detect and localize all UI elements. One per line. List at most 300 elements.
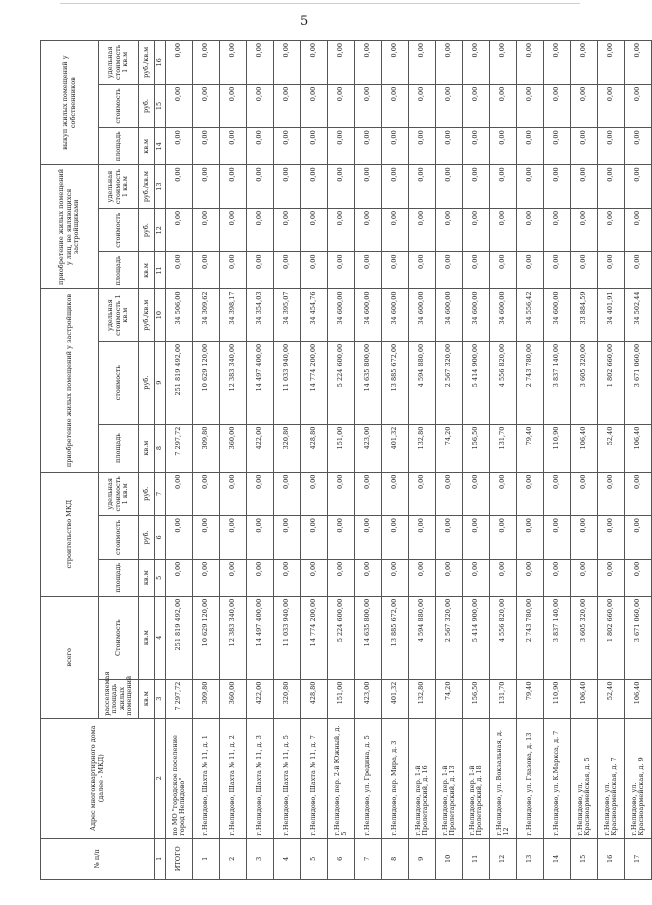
address-cell: г.Нелидово, пер. 1-й Пролетарский, д. 18 [463, 718, 490, 838]
address-cell: г.Нелидово, ул. К.Маркса, д. 7 [544, 718, 571, 838]
owners-area-cell: 0,00 [166, 128, 193, 165]
developer-cost-cell: 3 671 060,00 [625, 341, 652, 424]
developer-area-cell: 132,80 [409, 424, 436, 472]
developer-area-cell: 131,70 [490, 424, 517, 472]
total-cost-cell: 1 802 660,00 [598, 596, 625, 679]
total-cost-cell: 3 837 140,00 [544, 596, 571, 679]
construction-unit-cell: 0,00 [382, 472, 409, 516]
column-number-cell: 2 [155, 718, 166, 838]
nondeveloper-area-cell: 0,00 [625, 252, 652, 289]
nondeveloper-cost-cell: 0,00 [436, 208, 463, 252]
developer-unit-cell: 34 600,00 [544, 289, 571, 341]
owners-unit-cell: 0,00 [490, 41, 517, 85]
nondeveloper-cost-cell: 0,00 [301, 208, 328, 252]
table-row [598, 41, 625, 880]
total-cost-cell: 13 885 672,00 [382, 596, 409, 679]
construction-area-cell: 0,00 [328, 559, 355, 596]
nondeveloper-cost-cell: 0,00 [193, 208, 220, 252]
total-cost-cell: 14 635 800,00 [355, 596, 382, 679]
construction-unit-cell: 0,00 [274, 472, 301, 516]
address-cell: г.Нелидово, ул. Красноармейская, д. 5 [571, 718, 598, 838]
header-owners-group: выкуп жилых помещений у собственников [41, 41, 99, 165]
developer-area-cell: 74,20 [436, 424, 463, 472]
construction-area-cell: 0,00 [544, 559, 571, 596]
construction-cost-cell: 0,00 [166, 516, 193, 560]
owners-unit-cell: 0,00 [166, 41, 193, 85]
row-number: 8 [382, 838, 409, 879]
nondeveloper-unit-cell: 0,00 [247, 165, 274, 209]
construction-unit-cell: 0,00 [463, 472, 490, 516]
column-number-cell: 11 [155, 252, 166, 289]
address-cell: г.Нелидово, пер. 1-й Пролетарский, д. 16 [409, 718, 436, 838]
address-cell: г.Нелидово, Шахта № 11, д. 5 [274, 718, 301, 838]
row-number: 17 [625, 838, 652, 879]
nondeveloper-area-cell: 0,00 [382, 252, 409, 289]
construction-area-cell: 0,00 [193, 559, 220, 596]
construction-unit-cell: 0,00 [409, 472, 436, 516]
column-number-cell: 16 [155, 41, 166, 85]
unit-rub: руб. [139, 84, 155, 128]
header-area-col: расселяемая площадь жилых помещений [99, 679, 139, 718]
total-cost-cell: 2 743 780,00 [517, 596, 544, 679]
area-cell: 79,40 [517, 679, 544, 718]
area-cell: 423,00 [355, 679, 382, 718]
table-row [328, 41, 355, 880]
owners-area-cell: 0,00 [220, 128, 247, 165]
nondeveloper-unit-cell: 0,00 [193, 165, 220, 209]
owners-area-cell: 0,00 [274, 128, 301, 165]
developer-cost-cell: 10 629 120,00 [193, 341, 220, 424]
construction-area-cell: 0,00 [274, 559, 301, 596]
developer-cost-cell: 11 033 940,00 [274, 341, 301, 424]
nondeveloper-area-cell: 0,00 [436, 252, 463, 289]
header-total-cost: Стоимость [99, 596, 139, 679]
table-row [544, 41, 571, 880]
developer-unit-cell: 34 502,44 [625, 289, 652, 341]
nondeveloper-area-cell: 0,00 [328, 252, 355, 289]
developer-cost-cell: 3 837 140,00 [544, 341, 571, 424]
unit-sqm: кв.м [139, 128, 155, 165]
area-cell: 110,90 [544, 679, 571, 718]
owners-cost-cell: 0,00 [598, 84, 625, 128]
unit-rub: руб. [139, 208, 155, 252]
nondeveloper-cost-cell: 0,00 [328, 208, 355, 252]
address-cell: г.Нелидово, ул. Глазова, д. 13 [517, 718, 544, 838]
table-row [301, 41, 328, 880]
area-cell: 422,00 [247, 679, 274, 718]
developer-area-cell: 79,40 [517, 424, 544, 472]
unit-rub-per-sqm: руб./кв.м [139, 289, 155, 341]
construction-cost-cell: 0,00 [544, 516, 571, 560]
construction-cost-cell: 0,00 [490, 516, 517, 560]
construction-unit-cell: 0,00 [247, 472, 274, 516]
column-number-cell: 8 [155, 424, 166, 472]
area-cell: 106,40 [625, 679, 652, 718]
row-number: 4 [274, 838, 301, 879]
unit-sqm: кв.м [139, 559, 155, 596]
developer-cost-cell: 14 635 800,00 [355, 341, 382, 424]
total-cost-cell: 5 224 600,00 [328, 596, 355, 679]
unit-rub: руб. [139, 472, 155, 516]
owners-unit-cell: 0,00 [193, 41, 220, 85]
column-number-cell: 10 [155, 289, 166, 341]
area-cell: 106,40 [571, 679, 598, 718]
nondeveloper-area-cell: 0,00 [409, 252, 436, 289]
area-cell: 401,32 [382, 679, 409, 718]
table-row [355, 41, 382, 880]
address-cell: г.Нелидово, Шахта № 11, д. 7 [301, 718, 328, 838]
table-row [490, 41, 517, 880]
total-cost-cell: 251 819 492,00 [166, 596, 193, 679]
nondeveloper-unit-cell: 0,00 [544, 165, 571, 209]
owners-area-cell: 0,00 [355, 128, 382, 165]
header-o-unit: удельная стоимость 1 кв.м [99, 41, 139, 85]
area-cell: 132,80 [409, 679, 436, 718]
address-cell: г.Нелидово, пер. 1-й Пролетарский, д. 13 [436, 718, 463, 838]
header-developer-group: приобретение жилых помещений у застройщиков [41, 289, 99, 472]
owners-area-cell: 0,00 [490, 128, 517, 165]
developer-unit-cell: 34 600,00 [409, 289, 436, 341]
owners-area-cell: 0,00 [382, 128, 409, 165]
construction-cost-cell: 0,00 [301, 516, 328, 560]
table-row [571, 41, 598, 880]
owners-cost-cell: 0,00 [355, 84, 382, 128]
owners-unit-cell: 0,00 [301, 41, 328, 85]
construction-unit-cell: 0,00 [193, 472, 220, 516]
total-cost-cell: 11 033 940,00 [274, 596, 301, 679]
construction-unit-cell: 0,00 [625, 472, 652, 516]
nondeveloper-cost-cell: 0,00 [220, 208, 247, 252]
nondeveloper-unit-cell: 0,00 [517, 165, 544, 209]
developer-area-cell: 110,90 [544, 424, 571, 472]
developer-area-cell: 423,00 [355, 424, 382, 472]
unit-rub-per-sqm: руб./кв.м [139, 41, 155, 85]
scan-edge-line [60, 3, 580, 4]
developer-unit-cell: 34 600,00 [436, 289, 463, 341]
developer-cost-cell: 4 594 880,00 [409, 341, 436, 424]
area-cell: 428,80 [301, 679, 328, 718]
nondeveloper-unit-cell: 0,00 [301, 165, 328, 209]
unit-sqm: кв.м [139, 424, 155, 472]
column-number-cell: 5 [155, 559, 166, 596]
header-n-area: площадь [99, 252, 139, 289]
rotated-table-wrapper [40, 40, 645, 880]
nondeveloper-unit-cell: 0,00 [463, 165, 490, 209]
owners-cost-cell: 0,00 [436, 84, 463, 128]
column-number-cell: 6 [155, 516, 166, 560]
construction-cost-cell: 0,00 [571, 516, 598, 560]
nondeveloper-area-cell: 0,00 [517, 252, 544, 289]
construction-area-cell: 0,00 [598, 559, 625, 596]
nondeveloper-area-cell: 0,00 [490, 252, 517, 289]
construction-unit-cell: 0,00 [544, 472, 571, 516]
owners-area-cell: 0,00 [193, 128, 220, 165]
nondeveloper-area-cell: 0,00 [301, 252, 328, 289]
construction-unit-cell: 0,00 [598, 472, 625, 516]
construction-area-cell: 0,00 [355, 559, 382, 596]
column-numbers-row [155, 41, 166, 880]
address-cell: г.Нелидово, пер. 2-й Южный, д. 5 [328, 718, 355, 838]
owners-cost-cell: 0,00 [301, 84, 328, 128]
owners-area-cell: 0,00 [517, 128, 544, 165]
owners-cost-cell: 0,00 [193, 84, 220, 128]
unit-sqm: кв.м [139, 252, 155, 289]
developer-area-cell: 428,80 [301, 424, 328, 472]
row-number: 16 [598, 838, 625, 879]
developer-cost-cell: 12 383 340,00 [220, 341, 247, 424]
owners-unit-cell: 0,00 [247, 41, 274, 85]
table-row [193, 41, 220, 880]
total-cost-cell: 14 774 200,00 [301, 596, 328, 679]
area-cell: 151,00 [328, 679, 355, 718]
owners-cost-cell: 0,00 [166, 84, 193, 128]
nondeveloper-cost-cell: 0,00 [625, 208, 652, 252]
row-number: 6 [328, 838, 355, 879]
developer-area-cell: 360,00 [220, 424, 247, 472]
developer-unit-cell: 34 395,07 [274, 289, 301, 341]
construction-area-cell: 0,00 [571, 559, 598, 596]
nondeveloper-area-cell: 0,00 [220, 252, 247, 289]
column-number-cell: 15 [155, 84, 166, 128]
address-cell: г.Нелидово, ул. Вокзальная, д. 12 [490, 718, 517, 838]
owners-unit-cell: 0,00 [355, 41, 382, 85]
developer-unit-cell: 33 884,59 [571, 289, 598, 341]
table-row [274, 41, 301, 880]
page-number: 5 [300, 14, 309, 29]
developer-unit-cell: 34 600,00 [490, 289, 517, 341]
table-row [463, 41, 490, 880]
total-cost-cell: 3 671 060,00 [625, 596, 652, 679]
column-number-cell: 9 [155, 341, 166, 424]
owners-area-cell: 0,00 [625, 128, 652, 165]
header-o-cost: стоимость [99, 84, 139, 128]
construction-cost-cell: 0,00 [463, 516, 490, 560]
address-cell: по МО "городское поселение город Нелидово" [166, 718, 193, 838]
construction-unit-cell: 0,00 [517, 472, 544, 516]
developer-cost-cell: 3 605 320,00 [571, 341, 598, 424]
unit-sqm: кв.м [139, 596, 155, 679]
owners-unit-cell: 0,00 [274, 41, 301, 85]
owners-unit-cell: 0,00 [544, 41, 571, 85]
owners-cost-cell: 0,00 [463, 84, 490, 128]
row-number: 2 [220, 838, 247, 879]
area-cell: 131,70 [490, 679, 517, 718]
nondeveloper-unit-cell: 0,00 [598, 165, 625, 209]
developer-cost-cell: 2 567 320,00 [436, 341, 463, 424]
column-number-cell: 1 [155, 838, 166, 879]
total-cost-cell: 3 605 320,00 [571, 596, 598, 679]
total-cost-cell: 5 414 900,00 [463, 596, 490, 679]
nondeveloper-area-cell: 0,00 [355, 252, 382, 289]
nondeveloper-cost-cell: 0,00 [517, 208, 544, 252]
row-number: 9 [409, 838, 436, 879]
nondeveloper-unit-cell: 0,00 [436, 165, 463, 209]
table-row [517, 41, 544, 880]
nondeveloper-cost-cell: 0,00 [571, 208, 598, 252]
header-row-1 [41, 41, 99, 880]
construction-cost-cell: 0,00 [220, 516, 247, 560]
column-number-cell: 13 [155, 165, 166, 209]
construction-area-cell: 0,00 [409, 559, 436, 596]
construction-area-cell: 0,00 [517, 559, 544, 596]
developer-area-cell: 401,32 [382, 424, 409, 472]
nondeveloper-cost-cell: 0,00 [490, 208, 517, 252]
nondeveloper-cost-cell: 0,00 [274, 208, 301, 252]
owners-unit-cell: 0,00 [463, 41, 490, 85]
area-cell: 52,40 [598, 679, 625, 718]
table-row [247, 41, 274, 880]
construction-cost-cell: 0,00 [598, 516, 625, 560]
construction-unit-cell: 0,00 [490, 472, 517, 516]
area-cell: 7 297,72 [166, 679, 193, 718]
construction-area-cell: 0,00 [382, 559, 409, 596]
developer-cost-cell: 4 556 820,00 [490, 341, 517, 424]
nondeveloper-unit-cell: 0,00 [571, 165, 598, 209]
total-cost-cell: 10 629 120,00 [193, 596, 220, 679]
row-number: 12 [490, 838, 517, 879]
construction-area-cell: 0,00 [247, 559, 274, 596]
owners-area-cell: 0,00 [598, 128, 625, 165]
developer-cost-cell: 5 414 900,00 [463, 341, 490, 424]
developer-area-cell: 7 297,72 [166, 424, 193, 472]
nondeveloper-area-cell: 0,00 [274, 252, 301, 289]
column-number-cell: 3 [155, 679, 166, 718]
table-row [409, 41, 436, 880]
owners-cost-cell: 0,00 [409, 84, 436, 128]
header-d-cost: стоимость [99, 341, 139, 424]
developer-area-cell: 422,00 [247, 424, 274, 472]
nondeveloper-area-cell: 0,00 [463, 252, 490, 289]
area-cell: 320,80 [274, 679, 301, 718]
nondeveloper-unit-cell: 0,00 [625, 165, 652, 209]
row-number: 13 [517, 838, 544, 879]
area-cell: 156,50 [463, 679, 490, 718]
row-number: 7 [355, 838, 382, 879]
header-n-unit: удельная стоимость 1 кв.м [99, 165, 139, 209]
developer-area-cell: 156,50 [463, 424, 490, 472]
header-o-area: площадь [99, 128, 139, 165]
nondeveloper-unit-cell: 0,00 [274, 165, 301, 209]
address-cell: г.Нелидово, Шахта № 11, д. 2 [220, 718, 247, 838]
owners-cost-cell: 0,00 [571, 84, 598, 128]
total-cost-cell: 4 594 880,00 [409, 596, 436, 679]
unit-rub: руб. [139, 341, 155, 424]
construction-cost-cell: 0,00 [355, 516, 382, 560]
construction-cost-cell: 0,00 [625, 516, 652, 560]
nondeveloper-area-cell: 0,00 [571, 252, 598, 289]
header-construction-group: строительство МКД [41, 472, 99, 596]
developer-area-cell: 106,40 [571, 424, 598, 472]
construction-cost-cell: 0,00 [382, 516, 409, 560]
header-address: Адрес многоквартирного дома (далее - МКД) [41, 718, 155, 838]
developer-cost-cell: 1 802 660,00 [598, 341, 625, 424]
construction-unit-cell: 0,00 [166, 472, 193, 516]
construction-unit-cell: 0,00 [436, 472, 463, 516]
owners-area-cell: 0,00 [301, 128, 328, 165]
owners-unit-cell: 0,00 [571, 41, 598, 85]
header-d-area: площадь [99, 424, 139, 472]
nondeveloper-unit-cell: 0,00 [166, 165, 193, 209]
construction-cost-cell: 0,00 [436, 516, 463, 560]
table-body [166, 41, 652, 880]
developer-area-cell: 320,80 [274, 424, 301, 472]
nondeveloper-cost-cell: 0,00 [463, 208, 490, 252]
owners-area-cell: 0,00 [544, 128, 571, 165]
owners-unit-cell: 0,00 [328, 41, 355, 85]
column-number-cell: 14 [155, 128, 166, 165]
nondeveloper-unit-cell: 0,00 [328, 165, 355, 209]
row-number: 1 [193, 838, 220, 879]
resettlement-table [40, 40, 652, 880]
developer-unit-cell: 34 600,00 [355, 289, 382, 341]
header-nondeveloper-group: приобретение жилых помещений у лиц, не являющихся застройщиками [41, 165, 99, 289]
address-cell: г.Нелидово, ул. Красноармейская, д. 7 [598, 718, 625, 838]
developer-unit-cell: 34 454,76 [301, 289, 328, 341]
total-cost-cell: 2 567 320,00 [436, 596, 463, 679]
table-row [166, 41, 193, 880]
nondeveloper-unit-cell: 0,00 [355, 165, 382, 209]
row-number: 14 [544, 838, 571, 879]
construction-area-cell: 0,00 [463, 559, 490, 596]
column-number-cell: 12 [155, 208, 166, 252]
construction-unit-cell: 0,00 [301, 472, 328, 516]
total-cost-cell: 4 556 820,00 [490, 596, 517, 679]
nondeveloper-unit-cell: 0,00 [490, 165, 517, 209]
header-c-area: площадь [99, 559, 139, 596]
owners-area-cell: 0,00 [463, 128, 490, 165]
table-row [382, 41, 409, 880]
owners-area-cell: 0,00 [409, 128, 436, 165]
developer-area-cell: 106,40 [625, 424, 652, 472]
table-row [436, 41, 463, 880]
construction-unit-cell: 0,00 [571, 472, 598, 516]
owners-unit-cell: 0,00 [220, 41, 247, 85]
nondeveloper-area-cell: 0,00 [193, 252, 220, 289]
owners-cost-cell: 0,00 [328, 84, 355, 128]
row-number: 11 [463, 838, 490, 879]
owners-unit-cell: 0,00 [598, 41, 625, 85]
header-d-unit: удельная стоимость 1 кв.м [99, 289, 139, 341]
nondeveloper-cost-cell: 0,00 [598, 208, 625, 252]
owners-unit-cell: 0,00 [625, 41, 652, 85]
header-c-unit: удельная стоимость 1 кв.м [99, 472, 139, 516]
unit-rub: руб. [139, 516, 155, 560]
developer-area-cell: 52,40 [598, 424, 625, 472]
area-cell: 309,80 [193, 679, 220, 718]
owners-cost-cell: 0,00 [490, 84, 517, 128]
owners-cost-cell: 0,00 [544, 84, 571, 128]
construction-unit-cell: 0,00 [355, 472, 382, 516]
table-row [625, 41, 652, 880]
developer-cost-cell: 2 743 780,00 [517, 341, 544, 424]
construction-area-cell: 0,00 [220, 559, 247, 596]
table-row [220, 41, 247, 880]
nondeveloper-cost-cell: 0,00 [409, 208, 436, 252]
row-number: 3 [247, 838, 274, 879]
developer-area-cell: 151,00 [328, 424, 355, 472]
row-number: 10 [436, 838, 463, 879]
owners-unit-cell: 0,00 [382, 41, 409, 85]
row-number: 5 [301, 838, 328, 879]
row-number: ИТОГО [166, 838, 193, 879]
construction-unit-cell: 0,00 [328, 472, 355, 516]
developer-cost-cell: 5 224 600,00 [328, 341, 355, 424]
developer-unit-cell: 34 309,62 [193, 289, 220, 341]
owners-cost-cell: 0,00 [382, 84, 409, 128]
owners-cost-cell: 0,00 [220, 84, 247, 128]
nondeveloper-area-cell: 0,00 [247, 252, 274, 289]
owners-unit-cell: 0,00 [409, 41, 436, 85]
